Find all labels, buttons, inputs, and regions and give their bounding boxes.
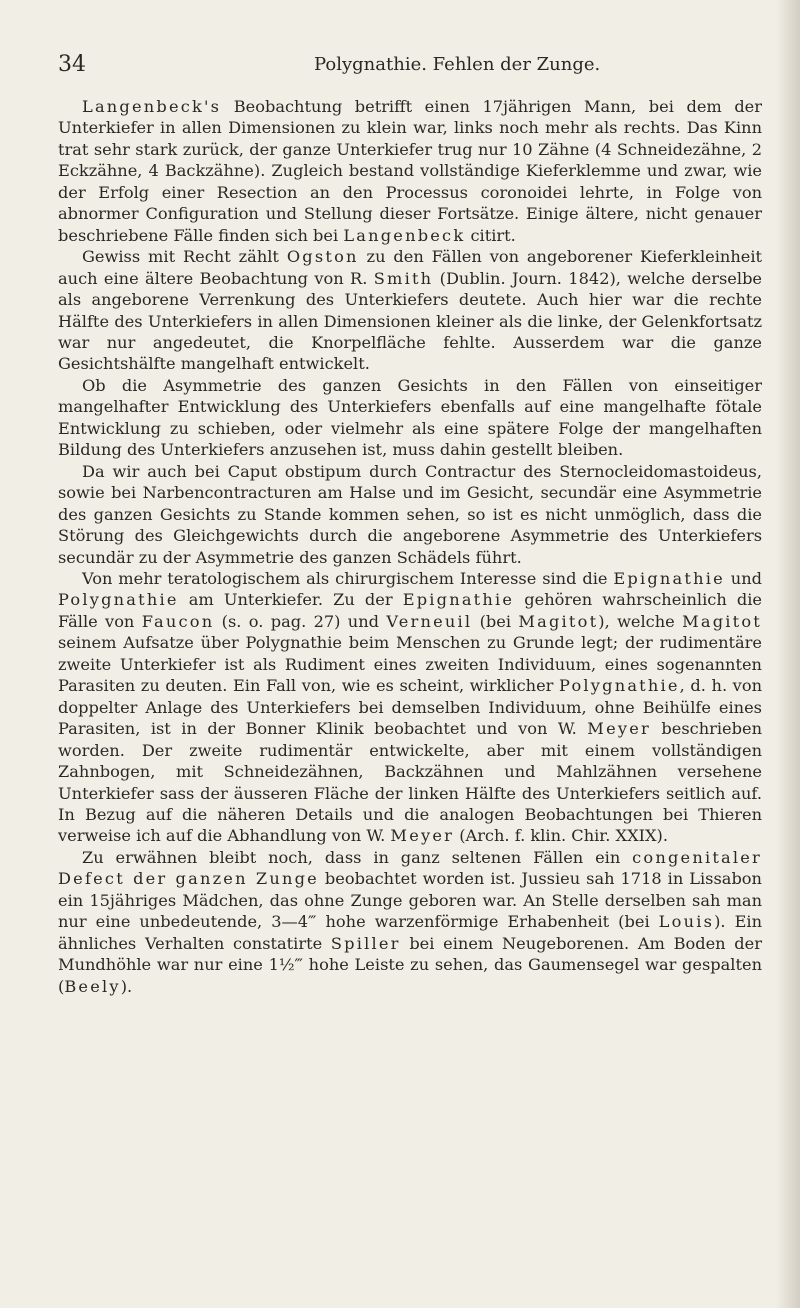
spaced-name: congenitaler Defect der ganzen Zunge	[58, 847, 762, 889]
text-run: beschrieben worden. Der zweite rudimentär entwickelte, aber mit einem vollständigen Zahnbogen, mit Schneidezähnen, Backzähnen und Mahlzähnen versehene Unterkiefer sass der äusseren Fläche der linken Hälfte des Unterkiefers seitlich auf. In Bezug auf die näheren Details und die analogen Beobachtungen bei Thieren verweise ich auf die Abhandlung von W.	[58, 719, 762, 846]
text-run: und	[724, 568, 763, 588]
body-text	[58, 96, 762, 997]
spaced-name: Meyer	[390, 826, 455, 846]
paragraph	[58, 847, 762, 997]
text-run: bei einem Neugeborenen. Am Boden der Mundhöhle war nur eine 1½‴ hohe Leiste zu sehen, das Gaumensegel war gespalten (	[58, 933, 762, 996]
spaced-name: Ogston	[286, 247, 359, 267]
spaced-name: Verneuil	[386, 611, 473, 631]
spaced-name: Langenbeck	[343, 225, 466, 245]
paragraph	[58, 375, 762, 461]
text-run: (s. o. pag. 27) und	[214, 611, 387, 631]
running-head	[58, 52, 758, 82]
text-run: (bei	[472, 611, 519, 631]
text-run: Jussieu	[521, 869, 581, 889]
spaced-name: Epignathie	[613, 568, 725, 588]
running-title: Polygnathie. Fehlen der Zunge.	[314, 54, 601, 75]
text-run: sah 1718 in Lissabon ein 15jähriges Mädchen, das ohne Zunge geboren war. An Stelle derselben sah man nur eine unbedeutende, 3—4‴ hohe warzenförmige Erhabenheit (bei	[58, 869, 762, 932]
spaced-name: Faucon	[141, 611, 215, 631]
paragraph	[58, 246, 762, 375]
text-run: (Dublin. Journ. 1842), welche derselbe als angeborene Verrenkung des Unterkiefers deutete. Auch hier war die rechte Hälfte des Unterkiefers in allen Dimensionen kleiner als die linke, der Gelenkfortsatz war nur angedeutet, die Knorpelfläche fehlte. Ausserdem war die ganze Gesichtshälfte mangelhaft entwickelt.	[58, 268, 763, 374]
text-run: ).	[120, 976, 133, 996]
text-run: zu den Fällen von angeborener Kieferkleinheit auch eine ältere Beobachtung von R.	[58, 247, 763, 288]
text-run: Beobachtung betrifft einen 17jährigen Mann, bei dem der Unterkiefer in allen Dimensionen zu klein war, links noch mehr als rechts. Das Kinn trat sehr stark zurück, der ganze Unterkiefer trug nur 10 Zähne (4 Schneidezähne, 2 Eckzähne, 4 Backzähne). Zugleich bestand vollständige Kieferklemme und zwar, wie der Erfolg einer Resection an den Processus coronoidei lehrte, in Folge von abnormer Configuration und Stellung dieser Fortsätze. Einige ältere, nicht genauer beschriebene Fälle finden sich bei	[58, 97, 762, 245]
text-run: am Unterkiefer. Zu der	[178, 590, 403, 610]
spaced-name: Beely	[64, 976, 121, 996]
paragraph	[58, 568, 762, 847]
spaced-name: Meyer	[587, 719, 651, 739]
spaced-name: Magitot	[682, 611, 763, 631]
text-run: , d. h. von doppelter Anlage des Unterkiefers bei demselben Individuum, ohne Beihülfe eines Parasiten, ist in der Bonner Klinik beobachtet und von W.	[58, 676, 762, 739]
spaced-name: Epignathie	[402, 590, 515, 610]
text-run: Ob die Asymmetrie des ganzen Gesichts in den Fällen von einseitiger mangelhafter Entwicklung des Unterkiefers ebenfalls auf eine mangelhafte fötale Entwicklung zu schieben, oder vielmehr als eine spätere Folge der mangelhaften Bildung des Unterkiefers anzusehen ist, muss dahin gestellt bleiben.	[58, 375, 762, 460]
text-run: seinem Aufsatze über Polygnathie beim Menschen zu Grunde legt; der rudimentäre zweite Unterkiefer ist als Rudiment eines zweiten Individuum, eines sogenannten Parasiten zu deuten. Ein Fall von, wie es scheint, wirklicher	[58, 633, 762, 696]
text-run: ), welche	[598, 611, 683, 631]
paragraph	[58, 96, 762, 246]
spaced-name: Magitot	[518, 611, 599, 631]
text-run: beobachtet worden ist.	[318, 869, 522, 889]
paragraph	[58, 461, 762, 568]
spaced-name: Louis	[658, 912, 715, 932]
text-run: (Arch. f. klin. Chir. XXIX).	[454, 826, 668, 846]
text-run: Zu erwähnen bleibt noch, dass in ganz seltenen Fällen ein	[82, 847, 633, 867]
text-run: ). Ein ähnliches Verhalten constatirte	[58, 912, 762, 953]
text-run: Von mehr teratologischem als chirurgischem Interesse sind die	[82, 568, 614, 588]
text-run: Gewiss mit Recht zählt	[82, 247, 287, 267]
page-number: 34	[58, 52, 86, 77]
spaced-name: Smith	[373, 268, 434, 288]
spaced-name: Spiller	[330, 933, 401, 953]
spaced-name: Polygnathie	[58, 590, 179, 610]
text-run: citirt.	[465, 225, 516, 245]
text-run: Da wir auch bei Caput obstipum durch Contractur des Sternocleidomastoideus, sowie bei Narbencontracturen am Halse und im Gesicht, secundär eine Asymmetrie des ganzen Gesichts zu Stande kommen sehen, so ist es nicht unmöglich, dass die Störung des Gleichgewichts durch die angeborene Asymmetrie des Unterkiefers secundär zu der Asymmetrie des ganzen Schädels führt.	[58, 461, 762, 567]
spaced-name: Langenbeck's	[82, 97, 222, 116]
page-edge-shadow	[776, 0, 800, 1308]
text-run: gehören wahrscheinlich die Fälle von	[58, 590, 762, 631]
spaced-name: Polygnathie	[559, 676, 680, 696]
